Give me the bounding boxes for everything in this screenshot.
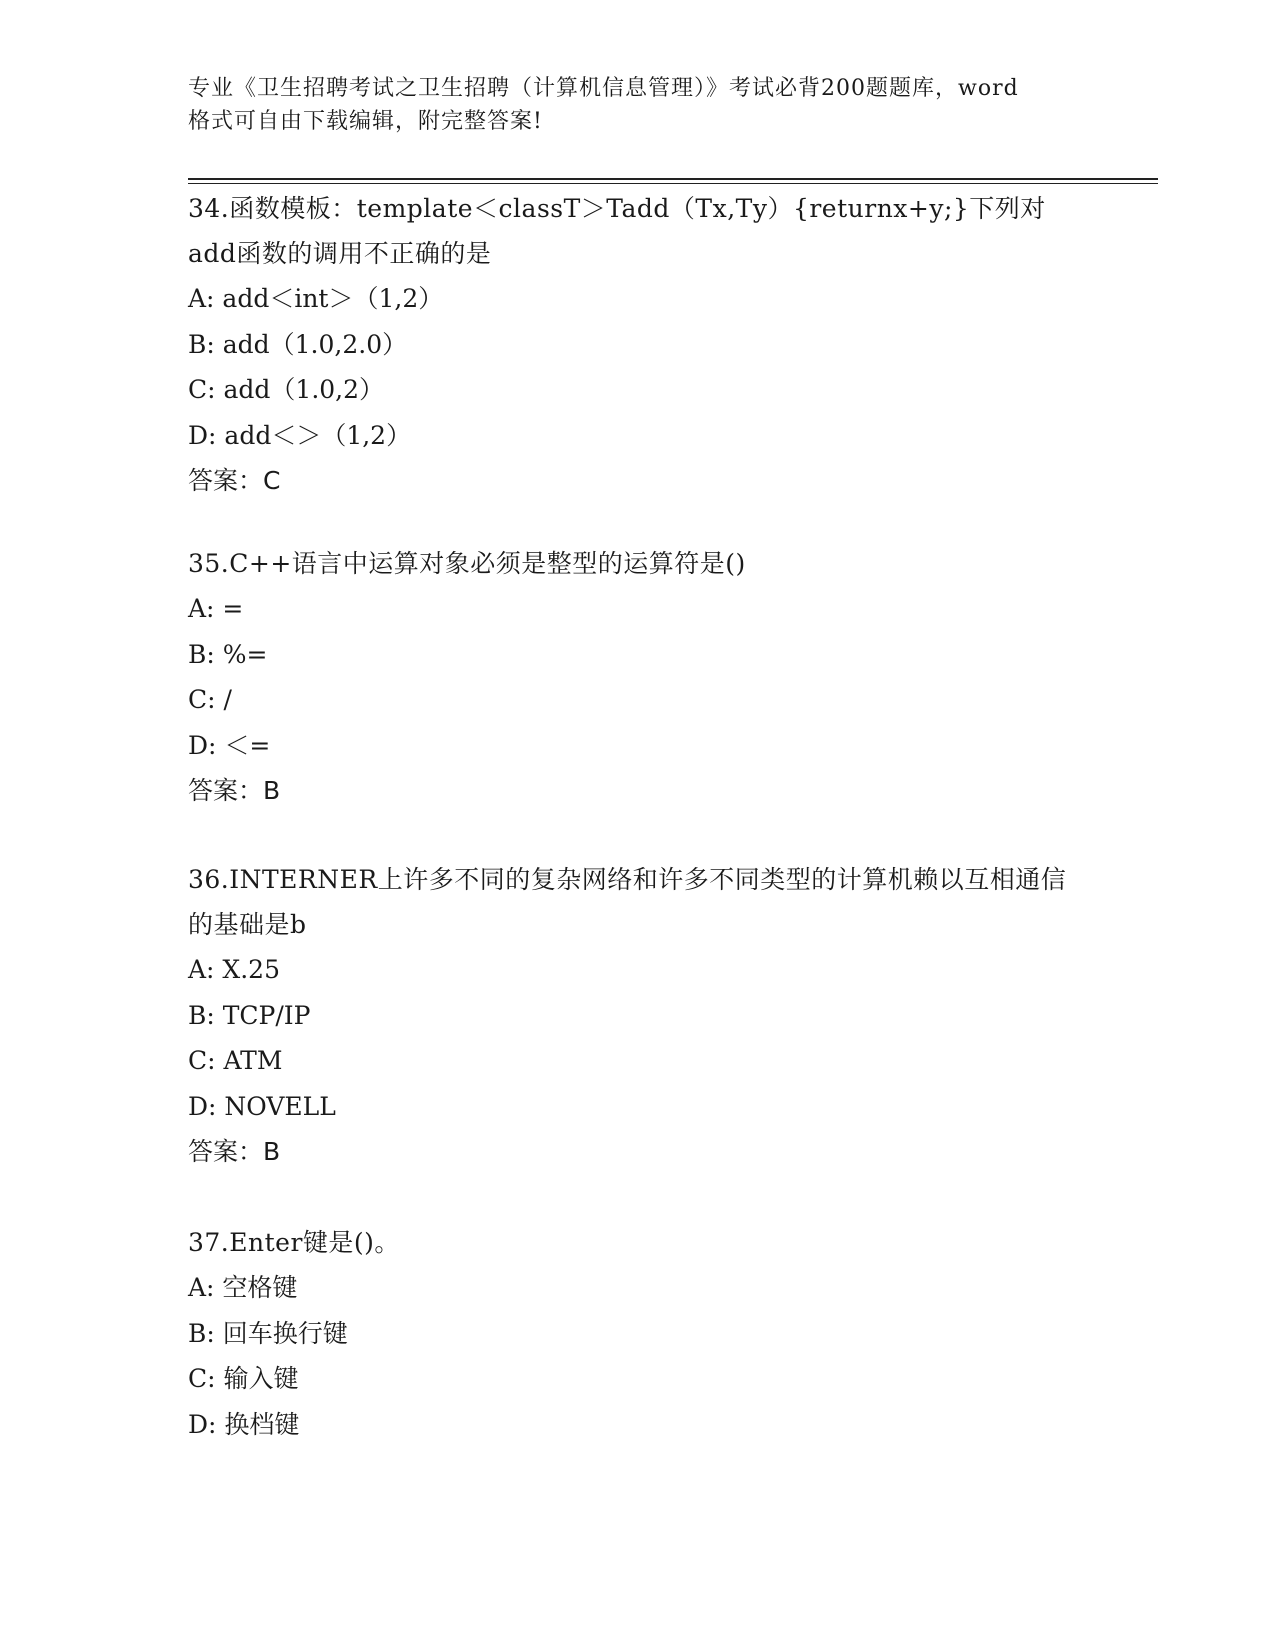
question-text: 35.C++语言中运算对象必须是整型的运算符是() [188,549,746,578]
option-b: B: %= [188,639,268,669]
option-d: D: add＜＞（1,2） [188,420,412,450]
header-divider [188,178,1158,184]
option-b: B: 回车换行键 [188,1318,348,1348]
answer: 答案：B [188,1137,281,1166]
answer: 答案：B [188,776,281,805]
option-c: C: 输入键 [188,1364,299,1393]
question-text: 36.INTERNER上许多不同的复杂网络和许多不同类型的计算机赖以互相通信的基础是b [188,865,1067,939]
question-36 [188,857,1088,1175]
question-34 [188,186,1088,504]
option-d: D: ＜= [188,730,271,760]
option-a: A: X.25 [188,955,280,984]
option-d: D: NOVELL [188,1091,336,1121]
header-line-1: 专业《卫生招聘考试之卫生招聘（计算机信息管理）》考试必背200题题库，word [188,76,1019,101]
option-a: A: add＜int＞（1,2） [188,284,444,313]
answer: 答案：C [188,466,281,495]
option-c: C: add（1.0,2） [188,375,385,404]
document-header [188,72,1088,138]
header-line-2: 格式可自由下载编辑，附完整答案! [188,109,543,134]
option-c: C: / [188,685,232,714]
option-b: B: TCP/IP [188,1000,311,1030]
option-d: D: 换档键 [188,1409,300,1439]
question-text: 37.Enter键是()。 [188,1228,400,1257]
question-text: 34.函数模板：template＜classT＞Tadd（Tx,Ty）{returnx+y;}下列对add函数的调用不正确的是 [188,194,1046,268]
option-b: B: add（1.0,2.0） [188,329,408,359]
question-37 [188,1220,1088,1447]
option-a: A: 空格键 [188,1273,298,1302]
option-a: A: = [188,594,244,623]
option-c: C: ATM [188,1046,283,1075]
question-35 [188,541,1088,814]
